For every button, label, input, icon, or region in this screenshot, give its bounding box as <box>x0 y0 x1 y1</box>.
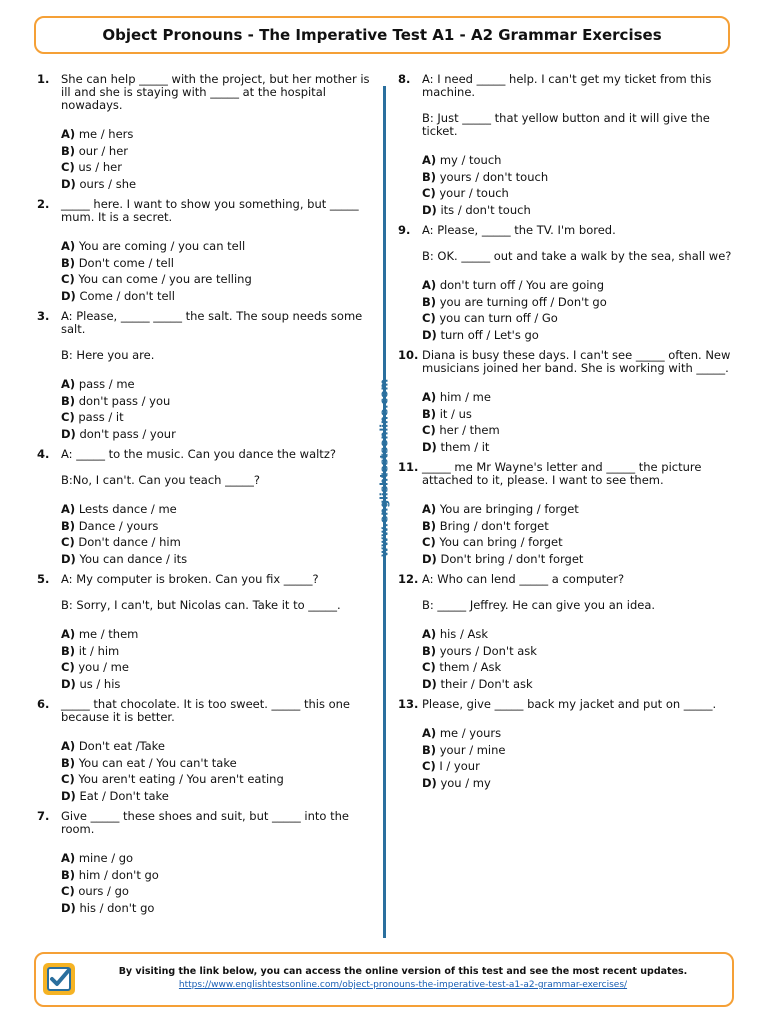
option-text: Don't eat /Take <box>78 739 165 753</box>
option-letter: A) <box>61 851 76 865</box>
question-text: Diana is busy these days. I can't see _____ often. New musicians joined her band. She is working with _____. <box>422 348 731 375</box>
question-text: B: Sorry, I can't, but Nicolas can. Take it to _____. <box>61 598 341 612</box>
answer-option[interactable] <box>422 310 738 327</box>
option-text: turn off / Let's go <box>440 327 539 342</box>
answer-option[interactable] <box>422 742 738 759</box>
option-letter: B) <box>422 643 437 658</box>
option-letter: C) <box>422 660 436 674</box>
option-letter: B) <box>422 742 437 757</box>
question-number: 12. <box>398 572 419 586</box>
option-letter: B) <box>422 518 437 533</box>
option-letter: C) <box>422 186 436 200</box>
option-text: you can turn off / Go <box>439 311 558 325</box>
option-text: yours / Don't ask <box>439 643 537 658</box>
question-number: 4. <box>37 447 50 461</box>
answer-option[interactable] <box>422 518 738 535</box>
question-item <box>398 698 738 791</box>
answer-option[interactable] <box>61 426 373 443</box>
question-item <box>37 698 373 804</box>
question-text: She can help _____ with the project, but her mother is ill and she is staying with _____ at the hospital nowadays. <box>61 72 370 112</box>
answer-option[interactable] <box>422 327 738 344</box>
question-text: Please, give _____ back my jacket and put on _____. <box>422 697 717 711</box>
answer-option[interactable] <box>61 883 373 900</box>
answer-option[interactable] <box>422 277 738 294</box>
option-letter: D) <box>61 288 76 303</box>
option-letter: A) <box>61 627 76 641</box>
option-text: Dance / yours <box>78 518 159 533</box>
option-letter: A) <box>61 239 76 253</box>
answer-option[interactable] <box>61 534 373 551</box>
option-letter: C) <box>61 884 75 898</box>
option-letter: B) <box>61 143 76 158</box>
option-text: Eat / Don't take <box>79 788 169 803</box>
question-text: B: _____ Jeffrey. He can give you an idea. <box>422 598 656 612</box>
option-letter: D) <box>61 176 76 191</box>
option-text: mine / go <box>78 851 134 865</box>
answer-option[interactable] <box>422 758 738 775</box>
option-text: my / touch <box>439 153 502 167</box>
answer-option[interactable] <box>61 393 373 410</box>
answer-option[interactable] <box>422 202 738 219</box>
option-text: me / hers <box>78 127 134 141</box>
question-number: 2. <box>37 197 50 211</box>
question-item <box>398 224 738 343</box>
answer-option[interactable] <box>61 900 373 917</box>
question-text: A: Please, _____ the TV. I'm bored. <box>422 223 616 237</box>
question-text: A: _____ to the music. Can you dance the waltz? <box>61 447 336 461</box>
answer-option[interactable] <box>422 501 738 518</box>
question-text: B: Here you are. <box>61 348 155 362</box>
option-text: his / Ask <box>439 627 488 641</box>
option-text: Don't dance / him <box>78 535 181 549</box>
answer-option[interactable] <box>61 676 373 693</box>
option-letter: D) <box>61 900 76 915</box>
answer-option[interactable] <box>61 659 373 676</box>
answer-option[interactable] <box>422 534 738 551</box>
answer-option[interactable] <box>61 788 373 805</box>
option-text: him / me <box>439 390 491 404</box>
option-text: You can come / you are telling <box>78 272 252 286</box>
option-letter: D) <box>61 676 76 691</box>
question-item <box>398 573 738 692</box>
option-letter: C) <box>61 160 75 174</box>
answer-option[interactable] <box>422 294 738 311</box>
answer-option[interactable] <box>61 771 373 788</box>
option-text: Lests dance / me <box>78 502 177 516</box>
answer-option[interactable] <box>61 238 373 255</box>
option-text: I / your <box>439 759 480 773</box>
option-text: You can eat / You can't take <box>78 755 237 770</box>
question-text: Give _____ these shoes and suit, but _____ into the room. <box>61 809 349 836</box>
question-number: 6. <box>37 697 50 711</box>
questions-right-column <box>398 73 738 797</box>
question-number: 3. <box>37 309 50 323</box>
option-text: you / me <box>78 660 129 674</box>
option-letter: A) <box>61 739 76 753</box>
option-text: ours / go <box>78 884 129 898</box>
option-text: yours / don't touch <box>439 169 549 184</box>
option-letter: C) <box>422 759 436 773</box>
question-text: A: I need _____ help. I can't get my ticket from this machine. <box>422 72 712 99</box>
option-letter: C) <box>61 272 75 286</box>
option-text: his / don't go <box>79 900 155 915</box>
questions-left-column <box>37 73 373 922</box>
option-text: You aren't eating / You aren't eating <box>78 772 284 786</box>
option-letter: C) <box>61 535 75 549</box>
option-letter: D) <box>422 439 437 454</box>
answer-option[interactable] <box>422 725 738 742</box>
option-letter: A) <box>61 502 76 516</box>
question-number: 13. <box>398 697 419 711</box>
option-text: Don't come / tell <box>78 255 174 270</box>
option-letter: A) <box>422 502 437 516</box>
answer-option[interactable] <box>61 551 373 568</box>
question-item <box>37 198 373 304</box>
option-text: You are bringing / forget <box>439 502 579 516</box>
option-text: us / his <box>79 676 121 691</box>
answer-option[interactable] <box>422 422 738 439</box>
option-text: them / it <box>440 439 490 454</box>
answer-option[interactable] <box>61 850 373 867</box>
option-letter: D) <box>422 202 437 217</box>
answer-option[interactable] <box>61 501 373 518</box>
answer-option[interactable] <box>61 176 373 193</box>
option-letter: A) <box>422 278 437 292</box>
answer-option[interactable] <box>422 643 738 660</box>
option-letter: B) <box>422 406 437 421</box>
question-text: A: Who can lend _____ a computer? <box>422 572 625 586</box>
answer-option[interactable] <box>422 551 738 568</box>
option-letter: B) <box>61 255 76 270</box>
question-number: 1. <box>37 72 50 86</box>
question-text: _____ me Mr Wayne's letter and _____ the picture attached to it, please. I want to see them. <box>422 460 702 487</box>
option-text: them / Ask <box>439 660 502 674</box>
option-text: me / them <box>78 627 139 641</box>
option-text: her / them <box>439 423 500 437</box>
option-text: you / my <box>440 775 491 790</box>
question-number: 11. <box>398 460 419 474</box>
option-letter: D) <box>61 426 76 441</box>
question-item <box>398 73 738 218</box>
answer-option[interactable] <box>422 152 738 169</box>
option-letter: A) <box>422 153 437 167</box>
option-text: Don't bring / don't forget <box>440 551 584 566</box>
option-letter: B) <box>61 867 76 882</box>
option-text: Come / don't tell <box>79 288 175 303</box>
test-online-link[interactable]: https://www.englishtestsonline.com/object-pronouns-the-imperative-test-a1-a2-grammar-exercises/ <box>178 980 628 990</box>
option-text: him / don't go <box>78 867 159 882</box>
option-letter: B) <box>61 393 76 408</box>
option-letter: C) <box>422 311 436 325</box>
question-item <box>398 461 738 567</box>
option-letter: A) <box>422 627 437 641</box>
answer-option[interactable] <box>61 643 373 660</box>
question-text: _____ here. I want to show you something, but _____ mum. It is a secret. <box>61 197 359 224</box>
option-letter: B) <box>61 643 76 658</box>
option-letter: A) <box>422 390 437 404</box>
question-text: B: OK. _____ out and take a walk by the sea, shall we? <box>422 249 732 263</box>
answer-option[interactable] <box>422 626 738 643</box>
question-text: A: My computer is broken. Can you fix _____? <box>61 572 319 586</box>
answer-option[interactable] <box>61 159 373 176</box>
option-letter: B) <box>61 518 76 533</box>
option-letter: D) <box>422 551 437 566</box>
question-number: 10. <box>398 348 419 362</box>
option-letter: D) <box>422 775 437 790</box>
option-letter: D) <box>422 327 437 342</box>
question-text: B:No, I can't. Can you teach _____? <box>61 473 260 487</box>
option-letter: B) <box>61 755 76 770</box>
option-text: us / her <box>78 160 122 174</box>
option-letter: A) <box>61 127 76 141</box>
option-letter: D) <box>61 788 76 803</box>
option-text: don't pass / you <box>78 393 171 408</box>
checkbox-icon <box>42 962 76 996</box>
answer-option[interactable] <box>422 389 738 406</box>
answer-option[interactable] <box>61 518 373 535</box>
answer-option[interactable] <box>422 676 738 693</box>
answer-option[interactable] <box>61 626 373 643</box>
page-title: Object Pronouns - The Imperative Test A1 - A2 Grammar Exercises <box>34 16 730 54</box>
answer-option[interactable] <box>61 376 373 393</box>
option-text: pass / me <box>78 377 135 391</box>
question-text: A: Please, _____ _____ the salt. The soup needs some salt. <box>61 309 363 336</box>
question-number: 8. <box>398 72 411 86</box>
option-text: it / us <box>439 406 472 421</box>
option-letter: C) <box>61 410 75 424</box>
answer-option[interactable] <box>61 126 373 143</box>
option-letter: D) <box>61 551 76 566</box>
option-text: pass / it <box>78 410 124 424</box>
answer-option[interactable] <box>422 775 738 792</box>
option-letter: C) <box>422 535 436 549</box>
option-letter: D) <box>422 676 437 691</box>
option-text: don't pass / your <box>79 426 176 441</box>
option-text: you are turning off / Don't go <box>439 294 607 309</box>
option-text: its / don't touch <box>440 202 531 217</box>
answer-option[interactable] <box>61 288 373 305</box>
option-text: You are coming / you can tell <box>78 239 246 253</box>
footer-message: By visiting the link below, you can access the online version of this test and see the most recent updates. <box>118 966 688 977</box>
option-text: it / him <box>78 643 120 658</box>
option-text: You can dance / its <box>79 551 188 566</box>
answer-option[interactable] <box>61 755 373 772</box>
option-letter: C) <box>61 772 75 786</box>
option-letter: C) <box>422 423 436 437</box>
answer-option[interactable] <box>422 439 738 456</box>
question-text: B: Just _____ that yellow button and it will give the ticket. <box>422 111 710 138</box>
question-number: 7. <box>37 809 50 823</box>
answer-option[interactable] <box>422 185 738 202</box>
option-letter: B) <box>422 169 437 184</box>
answer-option[interactable] <box>61 409 373 426</box>
option-letter: C) <box>61 660 75 674</box>
question-item <box>37 573 373 692</box>
question-number: 9. <box>398 223 411 237</box>
option-letter: B) <box>422 294 437 309</box>
answer-option[interactable] <box>61 255 373 272</box>
option-text: Bring / don't forget <box>439 518 549 533</box>
answer-option[interactable] <box>61 867 373 884</box>
option-text: ours / she <box>79 176 137 191</box>
question-item <box>37 448 373 567</box>
question-text: _____ that chocolate. It is too sweet. _____ this one because it is better. <box>61 697 351 724</box>
option-letter: A) <box>422 726 437 740</box>
option-text: their / Don't ask <box>440 676 533 691</box>
answer-option[interactable] <box>422 659 738 676</box>
answer-option[interactable] <box>422 406 738 423</box>
answer-option[interactable] <box>61 143 373 160</box>
answer-option[interactable] <box>61 271 373 288</box>
option-text: your / mine <box>439 742 506 757</box>
question-number: 5. <box>37 572 50 586</box>
question-item <box>37 73 373 192</box>
option-text: our / her <box>78 143 129 158</box>
option-text: your / touch <box>439 186 509 200</box>
option-text: don't turn off / You are going <box>439 278 605 292</box>
option-text: me / yours <box>439 726 502 740</box>
question-item <box>37 310 373 442</box>
option-letter: A) <box>61 377 76 391</box>
answer-option[interactable] <box>422 169 738 186</box>
footer <box>34 952 734 1007</box>
site-watermark-text: www.englishtestsonline.com <box>377 378 391 558</box>
option-text: You can bring / forget <box>439 535 563 549</box>
question-item <box>37 810 373 916</box>
question-item <box>398 349 738 455</box>
answer-option[interactable] <box>61 738 373 755</box>
